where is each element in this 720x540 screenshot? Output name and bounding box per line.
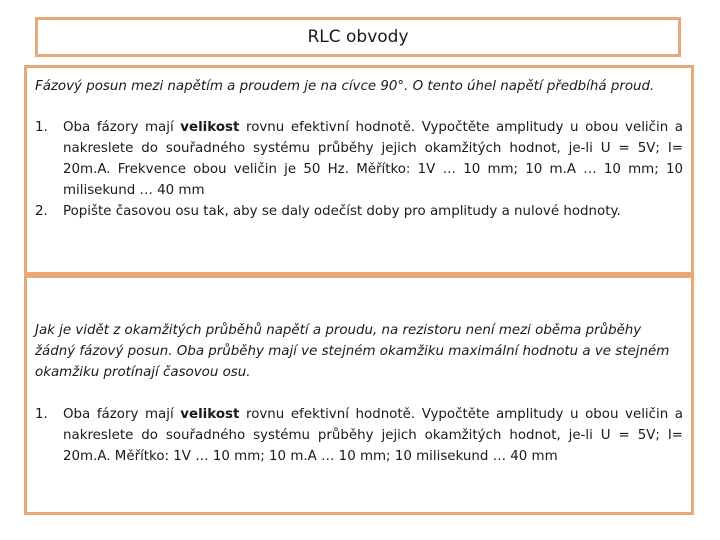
task-text-after: rovnu efektivní hodnotě. Vypočtěte amplitudy u obou veličin a nakreslete do souřadného systému průběhy jejich okamžitých hodnot, je-li U = 5V; I= 20m.A. Frekvence obou veličin je 50 Hz. Měřítko: 1V … 10 mm; 10 m.A … 10 mm; 10 milisekund … 40 mm <box>63 120 683 198</box>
section-coil-intro: Fázový posun mezi napětím a proudem je na cívce 90°. O tento úhel napětí předbíhá proud. <box>35 79 655 94</box>
task-emphasis: velikost <box>180 120 240 135</box>
task-item <box>35 117 683 201</box>
section-resistor-intro: Jak je vidět z okamžitých průběhů napětí a proudu, na rezistoru není mezi oběma průběhy žádný fázový posun. Oba průběhy mají ve stejném okamžiku maximální hodnotu a ve stejném okamžiku protínají časovou osu. <box>35 323 670 380</box>
slide-title: RLC obvody <box>307 27 409 47</box>
task-text-before: Oba fázory mají <box>63 407 181 422</box>
section-resistor-task-list <box>35 404 683 467</box>
task-item <box>35 404 683 467</box>
task-text: Popište časovou osu tak, aby se daly odečíst doby pro amplitudy a nulové hodnoty. <box>63 204 621 219</box>
task-text-before: Oba fázory mají <box>63 120 181 135</box>
section-coil-task-list <box>35 117 683 222</box>
task-number: 2. <box>35 204 48 219</box>
section-resistor <box>24 275 694 515</box>
task-item <box>35 201 683 222</box>
task-text-after: rovnu efektivní hodnotě. Vypočtěte amplitudy u obou veličin a nakreslete do souřadného systému průběhy jejich okamžitých hodnot, je-li U = 5V; I= 20m.A. Měřítko: 1V … 10 mm; 10 m.A … 10 mm; 10 milisekund … 40 mm <box>63 407 683 464</box>
title-box <box>35 17 681 57</box>
task-number: 1. <box>35 120 48 135</box>
section-coil <box>24 65 694 275</box>
task-emphasis: velikost <box>180 407 240 422</box>
task-number: 1. <box>35 407 48 422</box>
